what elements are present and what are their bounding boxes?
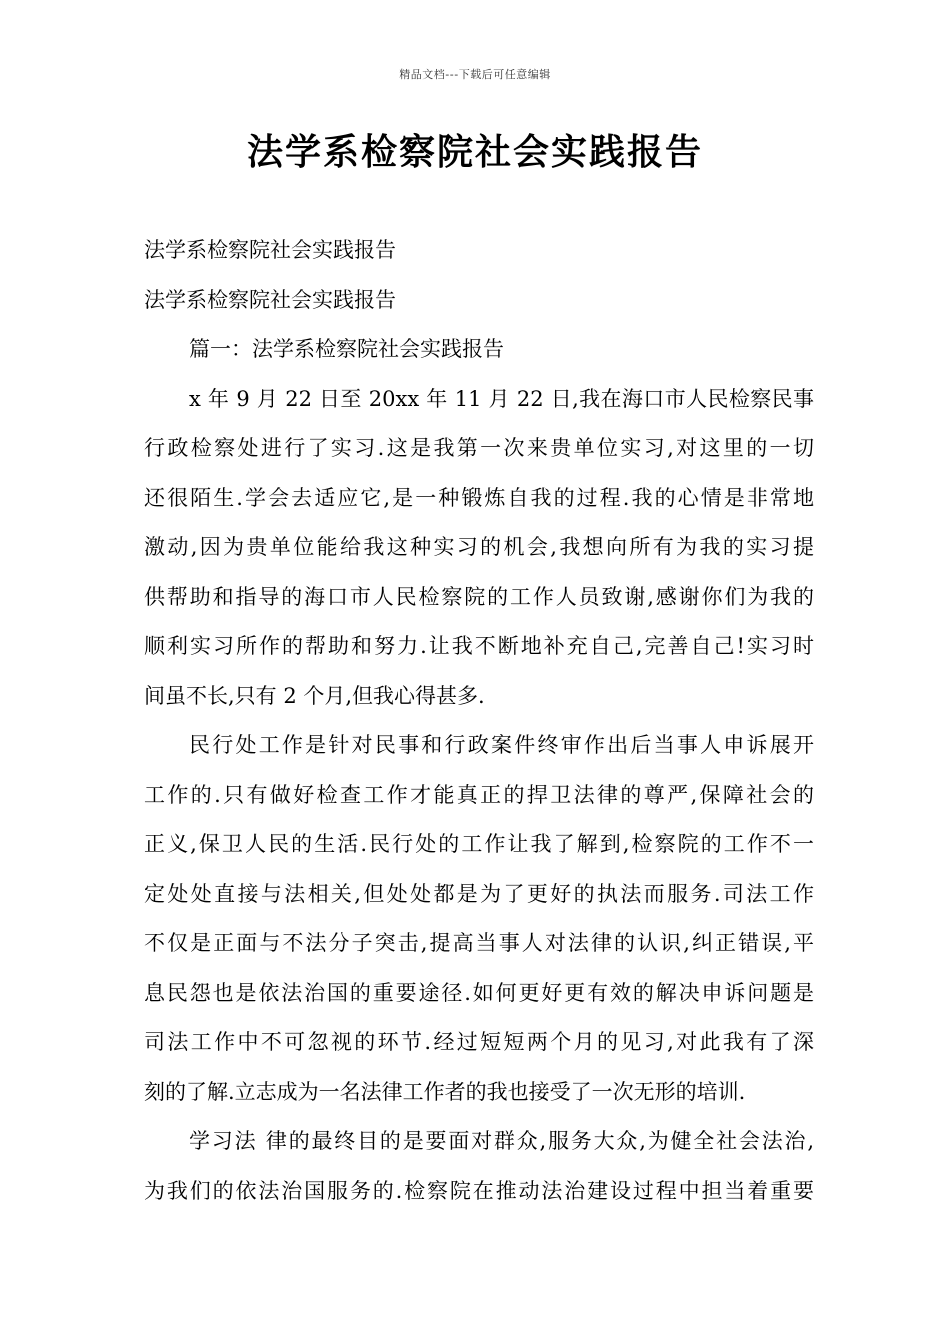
body-line: 息民怨也是依法治国的重要途径.如何更好更有效的解决申诉问题是 (144, 980, 814, 1005)
body-line: 工作的.只有做好检查工作才能真正的捍卫法律的尊严,保障社会的 (144, 782, 814, 807)
body-line: 激动,因为贵单位能给我这种实习的机会,我想向所有为我的实习提 (144, 535, 814, 559)
body-line: 篇一：法学系检察院社会实践报告 (189, 337, 504, 361)
body-line: 民行处工作是针对民事和行政案件终审作出后当事人申诉展开 (189, 733, 814, 757)
body-line: 定处处直接与法相关,但处处都是为了更好的执法而服务.司法工作 (144, 881, 814, 906)
body-line: 法学系检察院社会实践报告 (144, 287, 396, 312)
document-title: 法学系检察院社会实践报告 (246, 131, 703, 173)
body-line: 学习法 律的最终目的是要面对群众,服务大众,为健全社会法治, (189, 1129, 814, 1153)
body-line: 为我们的依法治国服务的.检察院在推动法治建设过程中担当着重要 (144, 1178, 814, 1203)
body-line: 供帮助和指导的海口市人民检察院的工作人员致谢,感谢你们为我的 (144, 584, 814, 609)
body-line: 行政检察处进行了实习.这是我第一次来贵单位实习,对这里的一切 (144, 436, 814, 460)
body-line: 刻的了解.立志成为一名法律工作者的我也接受了一次无形的培训. (144, 1079, 746, 1104)
body-line: 间虽不长,只有 2 个月,但我心得甚多. (144, 683, 485, 708)
body-line: 还很陌生.学会去适应它,是一种锻炼自我的过程.我的心情是非常地 (144, 485, 814, 510)
body-line: 正义,保卫人民的生活.民行处的工作让我了解到,检察院的工作不一 (144, 832, 814, 856)
body-line: 司法工作中不可忽视的环节.经过短短两个月的见习,对此我有了深 (144, 1030, 814, 1054)
document-body (144, 226, 814, 1216)
body-line: 不仅是正面与不法分子突击,提高当事人对法律的认识,纠正错误,平 (144, 931, 814, 955)
body-line: 法学系检察院社会实践报告 (144, 238, 396, 262)
body-line: x 年 9 月 22 日至 20xx 年 11 月 22 日,我在海口市人民检察民事 (189, 386, 814, 411)
body-line: 顺利实习所作的帮助和努力.让我不断地补充自己,完善自己!实习时 (144, 634, 814, 658)
header-note: 精品文档---下载后可任意编辑 (399, 68, 551, 81)
